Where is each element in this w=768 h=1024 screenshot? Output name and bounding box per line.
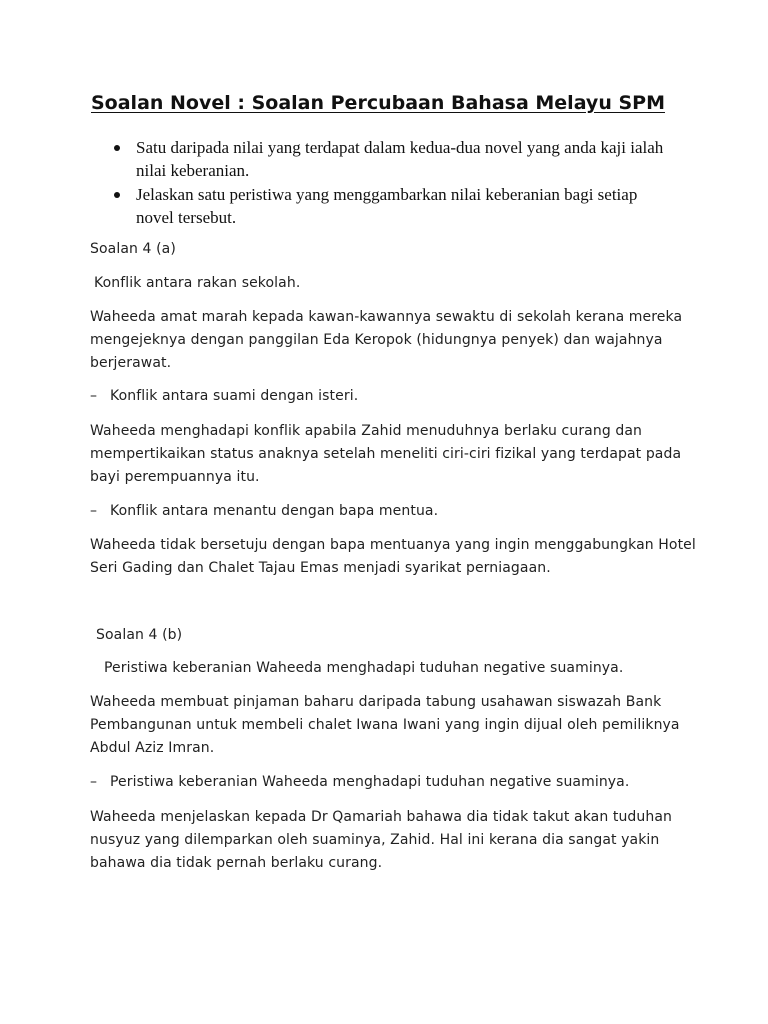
paragraph-line: Waheeda membuat pinjaman baharu daripada tabung usahawan siswazah Bank	[90, 694, 662, 710]
dash-marker: –	[90, 388, 98, 404]
paragraph-line: mengejeknya dengan panggilan Eda Keropok (hidungnya penyek) dan wajahnya	[90, 332, 663, 348]
bullet-icon	[114, 192, 120, 198]
paragraph-line: bahawa dia tidak pernah berlaku curang.	[90, 855, 383, 871]
bullet-list	[112, 136, 712, 230]
bullet-icon	[114, 145, 120, 151]
paragraph-line: Waheeda menghadapi konflik apabila Zahid menuduhnya berlaku curang dan	[90, 423, 643, 439]
section-b-point-1: Peristiwa keberanian Waheeda menghadapi tuduhan negative suaminya.	[104, 660, 624, 676]
paragraph-line: berjerawat.	[90, 355, 172, 371]
section-a-paragraph-2	[90, 420, 690, 489]
dash-marker: –	[90, 774, 98, 790]
bullet-item	[112, 183, 712, 229]
paragraph-line: bayi perempuannya itu.	[90, 469, 260, 485]
paragraph-line: Waheeda tidak bersetuju dengan bapa mentuanya yang ingin menggabungkan Hotel	[90, 537, 696, 553]
point-text: Peristiwa keberanian Waheeda menghadapi tuduhan negative suaminya.	[110, 774, 630, 790]
paragraph-line: Waheeda amat marah kepada kawan-kawannya sewaktu di sekolah kerana mereka	[90, 309, 683, 325]
section-b-heading: Soalan 4 (b)	[96, 627, 183, 643]
paragraph-line: Pembangunan untuk membeli chalet Iwana Iwani yang ingin dijual oleh pemiliknya	[90, 717, 680, 733]
paragraph-line: Seri Gading dan Chalet Tajau Emas menjadi syarikat perniagaan.	[90, 560, 551, 576]
paragraph-line: Waheeda menjelaskan kepada Dr Qamariah bahawa dia tidak takut akan tuduhan	[90, 809, 673, 825]
section-a-paragraph-3	[90, 534, 696, 580]
section-a-point-1: Konflik antara rakan sekolah.	[94, 275, 301, 291]
section-a-point-3	[90, 500, 438, 523]
point-text: Konflik antara menantu dengan bapa mentua.	[110, 503, 439, 519]
bullet-line: nilai keberanian.	[136, 161, 250, 180]
bullet-item	[112, 136, 712, 182]
section-b-paragraph-1	[90, 691, 690, 760]
bullet-line: Jelaskan satu peristiwa yang menggambarkan nilai keberanian bagi setiap	[136, 185, 638, 204]
section-a-point-2	[90, 385, 358, 408]
dash-marker: –	[90, 503, 98, 519]
paragraph-line: nusyuz yang dilemparkan oleh suaminya, Zahid. Hal ini kerana dia sangat yakin	[90, 832, 660, 848]
section-b-paragraph-2	[90, 806, 690, 875]
point-text: Konflik antara suami dengan isteri.	[110, 388, 359, 404]
section-a-heading: Soalan 4 (a)	[90, 241, 176, 257]
bullet-line: novel tersebut.	[136, 208, 237, 227]
paragraph-line: mempertikaikan status anaknya setelah meneliti ciri-ciri fizikal yang terdapat pada	[90, 446, 682, 462]
section-b-point-2	[90, 771, 629, 794]
paragraph-line: Abdul Aziz Imran.	[90, 740, 215, 756]
bullet-line: Satu daripada nilai yang terdapat dalam kedua-dua novel yang anda kaji ialah	[136, 138, 664, 157]
section-a-paragraph-1	[90, 306, 690, 375]
page-title: Soalan Novel : Soalan Percubaan Bahasa Melayu SPM	[91, 92, 665, 114]
